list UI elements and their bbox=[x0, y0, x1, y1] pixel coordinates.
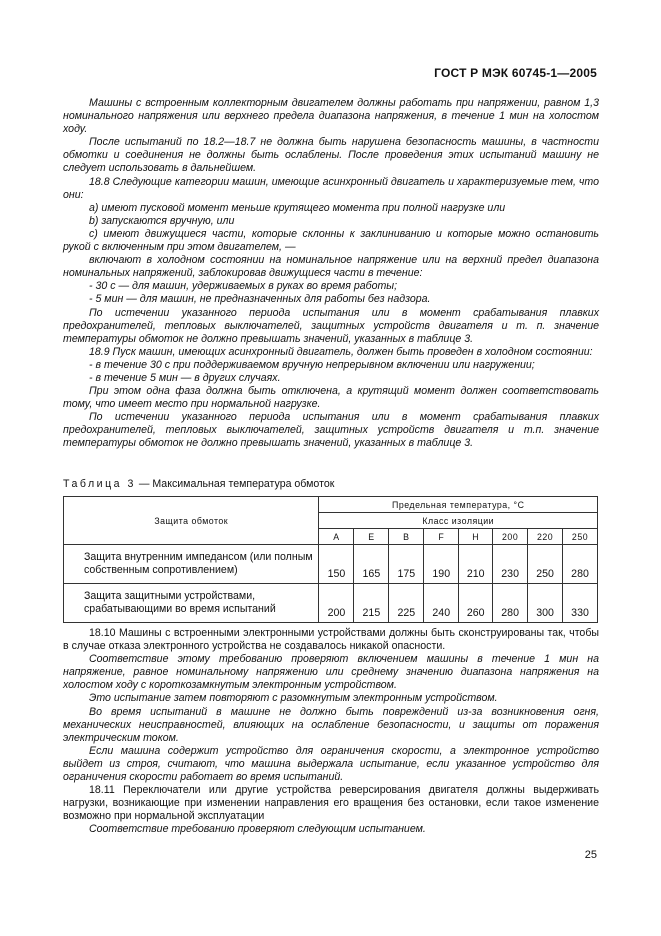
table-cell: 230 bbox=[493, 545, 528, 584]
table-section bbox=[63, 478, 599, 623]
class-header: Класс изоляции bbox=[319, 513, 598, 529]
paragraph: Соответствие этому требованию проверяют включением машины в течение 1 мин на напряжение, равное номинальному напряжению или среднему значению диапазона напряжения на холостом ходу с короткозамкнутым электронным устройством. bbox=[63, 653, 599, 692]
paragraph: 18.9 Пуск машин, имеющих асинхронный двигатель, должен быть проведен в холодном состоянии: bbox=[89, 345, 593, 358]
paragraph: 18.8 Следующие категории машин, имеющие асинхронный двигатель и характеризуемые тем, что они: bbox=[63, 175, 599, 201]
document-header: ГОСТ Р МЭК 60745-1—2005 bbox=[434, 66, 597, 80]
table-cell: 150 bbox=[319, 545, 354, 584]
row-label: Защита внутренним импедансом (или полным собственным сопротивлением) bbox=[64, 545, 319, 584]
paragraph: Во время испытаний в машине не должно быть повреждений из-за возникновения огня, механических неисправностей, влияющих на ослабление безопасности, и защиты от поражения электрическим током. bbox=[63, 705, 599, 744]
table-caption-label: Таблица 3 bbox=[63, 478, 136, 490]
page-number: 25 bbox=[584, 849, 597, 861]
class-cell: F bbox=[424, 529, 459, 545]
list-item: b) запускаются вручную, или bbox=[89, 214, 235, 227]
paragraph: По истечении указанного периода испытания или в момент срабатывания плавких предохранителей, тепловых выключателей, защитных устройств двигателя и т. п. значение температуры обмоток не должно превышать значений, указанных в таблице 3. bbox=[63, 306, 599, 345]
table-cell: 190 bbox=[424, 545, 459, 584]
table-cell: 165 bbox=[354, 545, 389, 584]
class-cell: 200 bbox=[493, 529, 528, 545]
table-cell: 300 bbox=[528, 584, 563, 623]
paragraph: Машины с встроенным коллекторным двигателем должны работать при напряжении, равном 1,3 номинального напряжения или верхнего предела диапазона напряжения, в течение 1 мин на холостом ходу. bbox=[63, 97, 599, 136]
class-cell: 220 bbox=[528, 529, 563, 545]
table-caption bbox=[63, 478, 599, 491]
list-item: a) имеют пусковой момент меньше крутящего момента при полной нагрузке или bbox=[89, 201, 506, 214]
class-cell: E bbox=[354, 529, 389, 545]
paragraph: включают в холодном состоянии на номинальное напряжение или на верхний предел диапазона номинальных напряжений, заблокировав движущиеся части в течение: bbox=[63, 254, 599, 280]
paragraph: По истечении указанного периода испытания или в момент срабатывания плавких предохранителей, тепловых выключателей, защитных устройств двигателя и т.п. значение температуры обмоток не должно превышать значений, указанных в таблице 3. bbox=[63, 411, 599, 450]
table-row bbox=[64, 545, 598, 584]
row-label: Защита защитными устройствами, срабатывающими во время испытаний bbox=[64, 584, 319, 623]
class-cell: B bbox=[389, 529, 424, 545]
body-text-top bbox=[63, 97, 599, 451]
table-cell: 210 bbox=[459, 545, 493, 584]
body-text-bottom bbox=[63, 627, 599, 837]
paragraph: После испытаний по 18.2—18.7 не должна быть нарушена безопасность машины, в частности обмотки и соединения не должны быть ослаблены. После проведения этих испытаний машину не следует использовать в дальнейшем. bbox=[63, 136, 599, 175]
table-cell: 240 bbox=[424, 584, 459, 623]
list-item: - в течение 30 с при поддерживаемом вручную непрерывном включении или нагружении; bbox=[89, 358, 535, 371]
table-cell: 280 bbox=[493, 584, 528, 623]
table-cell: 260 bbox=[459, 584, 493, 623]
temperature-table bbox=[63, 496, 598, 623]
table-caption-text: — Максимальная температура обмоток bbox=[135, 478, 335, 490]
class-cell: 250 bbox=[563, 529, 598, 545]
table-cell: 215 bbox=[354, 584, 389, 623]
table-cell: 200 bbox=[319, 584, 354, 623]
table-cell: 225 bbox=[389, 584, 424, 623]
paragraph: Если машина содержит устройство для ограничения скорости, а электронное устройство выйдет из строя, считают, что машина выдержала испытание, если указанное устройство для ограничения скорости работает во время испытаний. bbox=[63, 744, 599, 784]
table-cell: 250 bbox=[528, 545, 563, 584]
col-header: Защита обмоток bbox=[64, 497, 319, 545]
class-cell: A bbox=[319, 529, 354, 545]
list-item: - 30 с — для машин, удерживаемых в руках во время работы; bbox=[89, 280, 398, 293]
paragraph: 18.11 Переключатели или другие устройства реверсирования двигателя должны выдерживать нагрузки, возникающие при изменении направления его вращения без остановки, если такое изменение возможно при нормальной эксплуатации bbox=[63, 784, 599, 823]
table-cell: 330 bbox=[563, 584, 598, 623]
class-cell: H bbox=[459, 529, 493, 545]
paragraph: 18.10 Машины с встроенными электронными устройствами должны быть сконструированы так, чтобы в случае отказа электронного устройства не создавалось никакой опасности. bbox=[63, 627, 599, 653]
paragraph: Соответствие требованию проверяют следующим испытанием. bbox=[89, 823, 426, 836]
paragraph: Это испытание затем повторяют с разомкнутым электронным устройством. bbox=[89, 692, 498, 705]
table-cell: 280 bbox=[563, 545, 598, 584]
list-item: - 5 мин — для машин, не предназначенных для работы без надзора. bbox=[89, 293, 431, 306]
paragraph: При этом одна фаза должна быть отключена, а крутящий момент должен соответствовать тому, что имеет место при нормальной нагрузке. bbox=[63, 385, 599, 411]
table-row bbox=[64, 584, 598, 623]
list-item: c) имеют движущиеся части, которые склонны к заклиниванию и которые можно остановить рукой с включенным при этом двигателем, — bbox=[63, 227, 599, 254]
table-cell: 175 bbox=[389, 545, 424, 584]
temp-header: Предельная температура, °C bbox=[319, 497, 598, 513]
list-item: - в течение 5 мин — в других случаях. bbox=[89, 371, 281, 384]
